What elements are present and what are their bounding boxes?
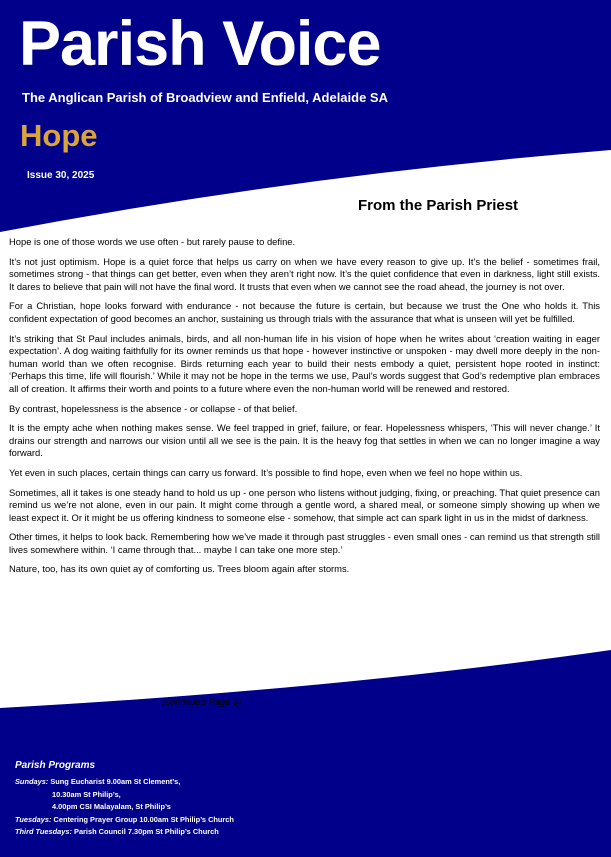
parish-programs [15, 760, 234, 838]
article-paragraph: Other times, it helps to look back. Remembering how we’ve made it through past struggles - even small ones - can remind us that strength still lives somewhere within. ‘I came through that... maybe I can take one more step.’ [9, 531, 600, 555]
program-line [15, 814, 234, 826]
program-text: Centering Prayer Group 10.00am St Philip’s Church [53, 814, 234, 824]
masthead-subtitle: The Anglican Parish of Broadview and Enfield, Adelaide SA [22, 90, 388, 105]
article-paragraph: Nature, too, has its own quiet ay of comforting us. Trees bloom again after storms. [9, 563, 350, 575]
article-heading: From the Parish Priest [358, 197, 519, 214]
article-paragraph: Hope is one of those words we use often - but rarely pause to define. [9, 236, 296, 247]
article-paragraph: It’s not just optimism. Hope is a quiet force that helps us carry on when we have every reason to give up. It’s the belief - sometimes frail, sometimes strong - that things can get better, even when they aren’t right now. It’s the quiet confidence that even in darkness, light still exists. It dares to believe that pain will not have the final word. It trusts that even when we cannot see the road ahead, the journey is not over. [9, 255, 600, 292]
program-line [15, 826, 234, 838]
program-line [15, 789, 234, 801]
program-text: 10.30am St Philip’s, [52, 789, 121, 799]
masthead-title: Parish Voice [19, 9, 381, 79]
program-day: Sundays: [15, 777, 49, 787]
article-paragraph: By contrast, hopelessness is the absence - or collapse - of that belief. [9, 402, 298, 414]
article-body [9, 236, 600, 583]
program-day: Third Tuesdays: [15, 827, 72, 837]
article-paragraph: Sometimes, all it takes is one steady hand to hold us up - one person who listens without judging, fixing, or preaching. That quiet presence can remind us we’re not alone, even in our pain. It might come through a gentle word, a shared meal, or someone simply showing up when we least expect it. Or it might be us offering kindness to someone else - somehow, that simple act can spark light in us in the midst of darkness. [9, 486, 600, 523]
program-text: Sung Eucharist 9.00am St Clement’s, [50, 777, 181, 787]
article-paragraph: For a Christian, hope looks forward with endurance - not because the future is certain, but because we trust the One who holds it. This confident expectation of good becomes an anchor, sustaining us through trials with the assurance that what is unseen will yet be fulfilled. [9, 300, 600, 324]
program-text: Parish Council 7.30pm St Philip’s Church [74, 827, 219, 837]
program-day: Tuesdays: [15, 814, 52, 824]
article-paragraph: Yet even in such places, certain things can carry us forward. It’s possible to find hope, even when we feel no hope within us. [9, 466, 523, 478]
programs-heading: Parish Programs [15, 760, 96, 771]
article-paragraph: It’s striking that St Paul includes animals, birds, and all non-human life in his vision of hope when he writes about ‘creation waiting in eager expectation’. A dog waiting faithfully for its owner reminds us that hope - however instinctive or unspoken - may dwell more deeply in the non-human world than we often recognise. Birds returning each year to build their nests embody a quiet, persistent hope rooted in instinct: ‘Perhaps this time, life will flourish.’ While it may not be hope in the terms we use, Paul’s words suggest that God’s redemptive plan embraces all of creation. It affirms their worth and points to a future where even the non-human world will be renewed and restored. [9, 332, 600, 394]
issue-theme: Hope [20, 118, 98, 153]
program-line [15, 801, 234, 813]
continued-note: (continued Page 3) [162, 696, 242, 707]
program-text: 4.00pm CSI Malayalam, St Philip’s [52, 802, 171, 812]
article-paragraph: It is the empty ache when nothing makes sense. We feel trapped in grief, failure, or fear. Hopelessness whispers, ‘This will never change.’ It drains our strength and narrows our vision until all we see is the pain. It is the heavy fog that settles in when we can no longer imagine a way forward. [9, 422, 600, 459]
program-line [15, 776, 234, 788]
issue-number: Issue 30, 2025 [27, 170, 95, 181]
